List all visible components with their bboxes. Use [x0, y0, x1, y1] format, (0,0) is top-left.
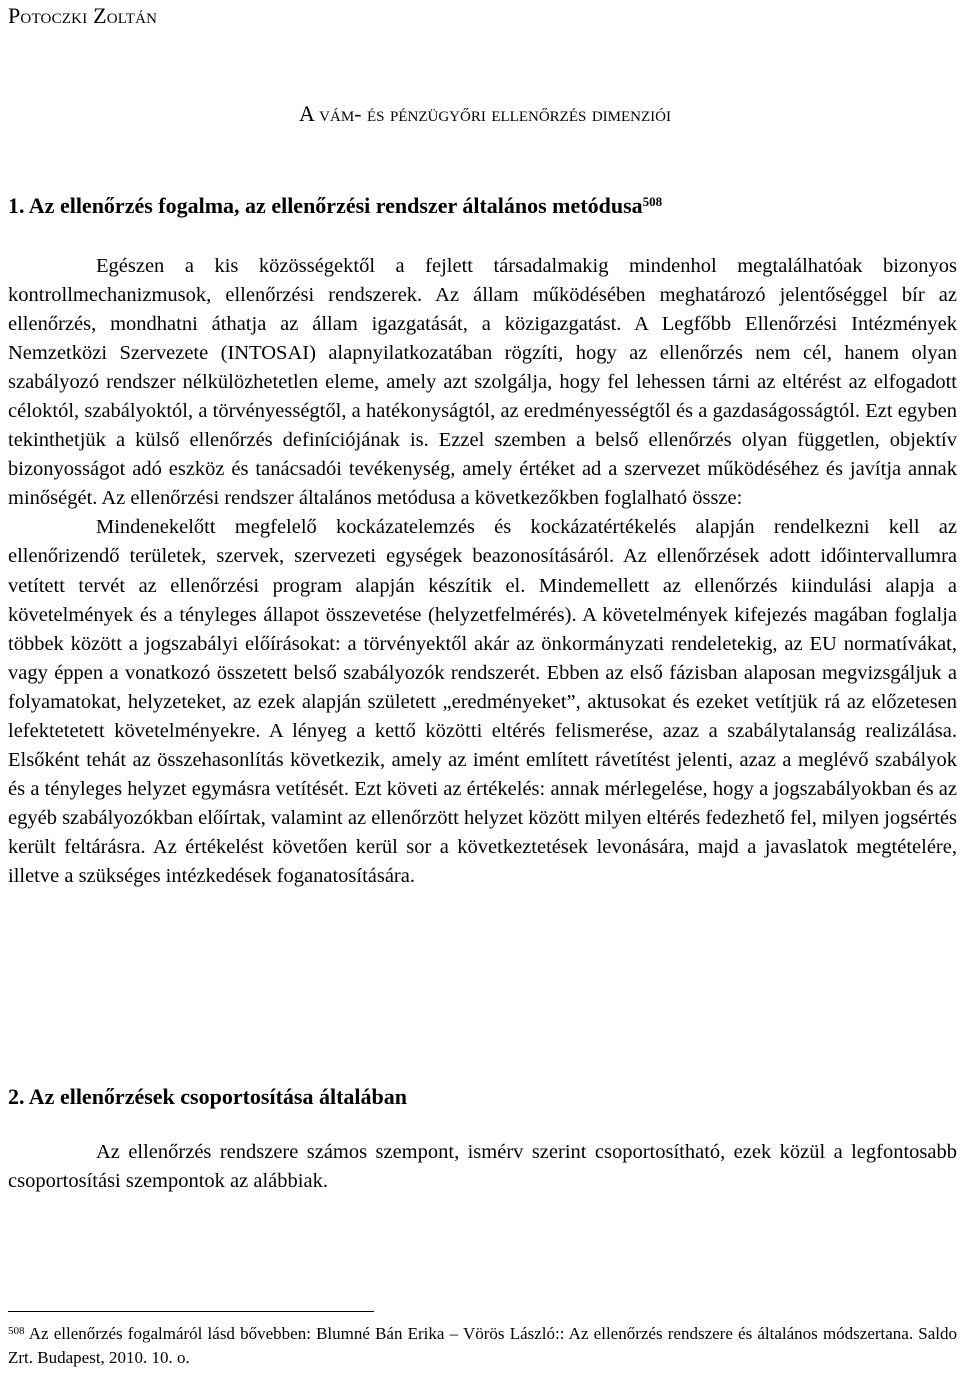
- paragraph-2: Mindenekelőtt megfelelő kockázatelemzés és kockázatértékelés alapján rendelkezni kell az ellenőrizendő területek, szervek, szervezeti egységek beazonosításáról. Az ellenőrzések adott időintervallumra vetített tervét az ellenőrzési program alapján készítik el. Mindemellett az ellenőrzés kiindulási alapja a követelmények és a tényleges állapot összevetése (helyzetfelmérés). A követelmények kifejezés magában foglalja többek között a jogszabályi előírásokat: a törvényektől akár az önkormányzati rendeletekig, az EU normatívákat, vagy éppen a vonatkozó összetett belső szabályozók rendszerét. Ebben az első fázisban alaposan megvizsgáljuk a folyamatokat, helyzeteket, az ezek alapján született „eredményeket”, aktusokat és ezeket vetítjük rá az előzetesen lefektetetett követelményekre. A lényeg a kettő közötti eltérés felismerése, azaz a szabálytalanság realizálása. Elsőként tehát az összehasonlítás következik, amely az imént említett rávetítést jelenti, azaz a meglévő szabályok és a tényleges helyzet egymásra vetítését. Ezt követi az értékelés: annak mérlegelése, hogy a jogszabályokban és az egyéb szabályozókban előírtak, valamint az ellenőrzött helyzet között milyen eltérés fedezhető fel, milyen jogsértés került feltárásra. Az értékelést követően kerül sor a következtetések levonására, majd a javaslatok megtételére, illetve a szükséges intézkedések foganatosítására.: [8, 516, 957, 887]
- footnote-text: Az ellenőrzés fogalmáról lásd bővebben: Blumné Bán Erika – Vörös László:: Az ellenőrzés rendszere és általános módszertana. Saldo Zrt. Budapest, 2010. 10. o.: [8, 1324, 957, 1367]
- section-1-body: [8, 252, 957, 891]
- footnote-reference[interactable]: 508: [642, 194, 663, 209]
- author-name: Potoczki Zoltán: [8, 3, 158, 28]
- footnote-divider: [8, 1311, 374, 1312]
- section-1-heading: [8, 192, 952, 220]
- footnote-number: 508: [8, 1325, 25, 1337]
- paragraph-1: Egészen a kis közösségektől a fejlett társadalmakig mindenhol megtalálhatóak bizonyos kontrollmechanizmusok, ellenőrzési rendszerek. Az állam működésében meghatározó jelentőséggel bír az ellenőrzés, mondhatni áthatja az állam igazgatását, a közigazgatást. A Legfőbb Ellenőrzési Intézmények Nemzetközi Szervezete (INTOSAI) alapnyilatkozatában rögzíti, hogy az ellenőrzés nem cél, hanem olyan szabályozó rendszer nélkülözhetetlen eleme, amely azt szolgálja, hogy fel lehessen tárni az eltérést az elfogadott céloktól, szabályoktól, a törvényességtől, a hatékonyságtól, az eredményességtől és a gazdaságosságtól. Ezt egyben tekinthetjük a külső ellenőrzés definíciójának is. Ezzel szemben a belső ellenőrzés olyan független, objektív bizonyosságot adó eszköz és tanácsadói tevékenység, amely értéket ad a szervezet működéséhez és javítja annak minőségét. Az ellenőrzési rendszer általános metódusa a következőkben foglalható össze:: [8, 255, 957, 510]
- paragraph-3: Az ellenőrzés rendszere számos szempont, ismérv szerint csoportosítható, ezek közül a legfontosabb csoportosítási szempontok az alábbiak.: [8, 1141, 957, 1193]
- section-2-body: [8, 1138, 957, 1196]
- section-1-heading-text: 1. Az ellenőrzés fogalma, az ellenőrzési rendszer általános metódusa: [8, 193, 643, 218]
- page-title: A vám- és pénzügyőri ellenőrzés dimenziói: [299, 101, 671, 126]
- footnote: [8, 1322, 957, 1370]
- section-2-heading: 2. Az ellenőrzések csoportosítása általában: [8, 1084, 408, 1109]
